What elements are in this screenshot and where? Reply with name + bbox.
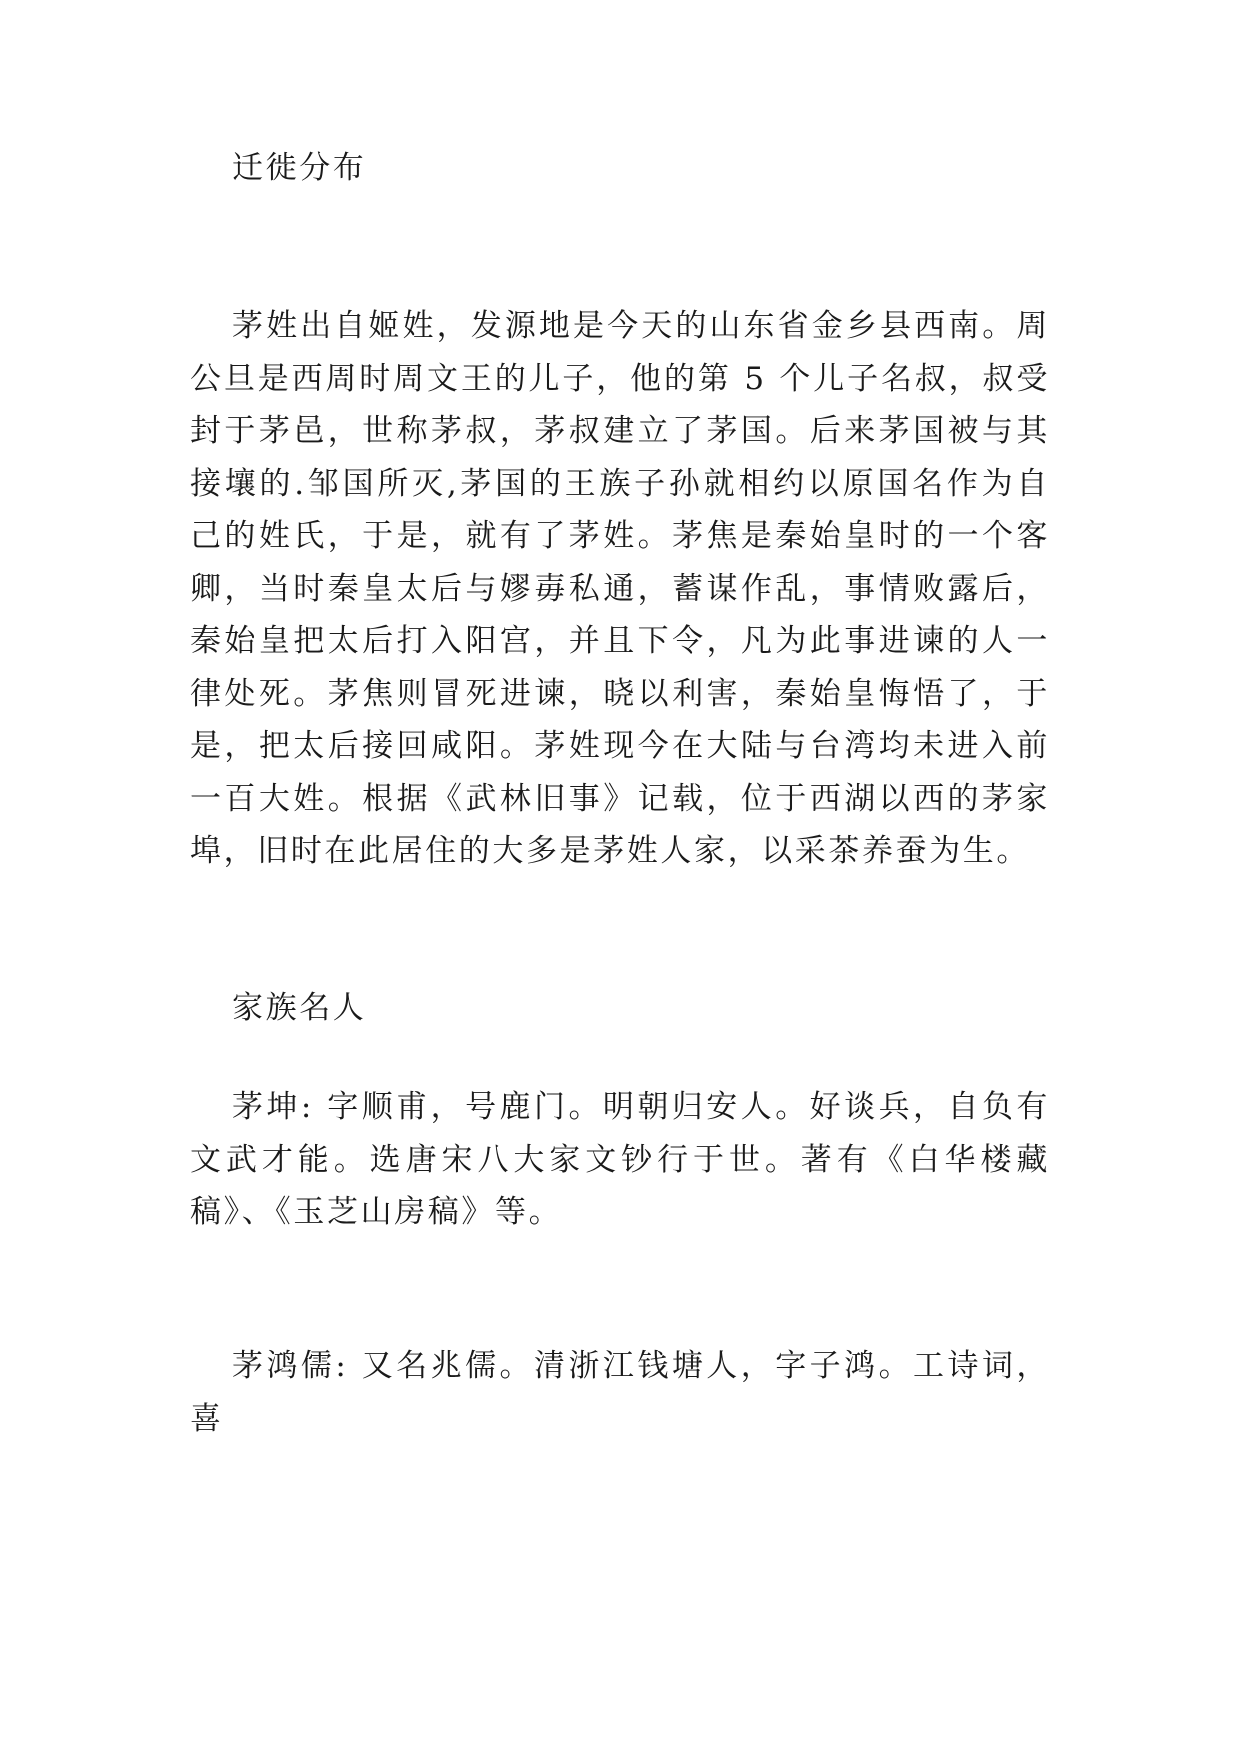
- famous-person-paragraph: 茅鸿儒: 又名兆儒。清浙江钱塘人，字子鸿。工诗词，喜: [190, 1348, 1050, 1437]
- section-heading-migration: 迁徙分布: [232, 150, 367, 186]
- migration-paragraph: 茅姓出自姬姓，发源地是今天的山东省金乡县西南。周公旦是西周时周文王的儿子，他的第 5 个儿子名叔，叔受封于茅邑，世称茅叔，茅叔建立了茅国。后来茅国被与其接壤的.邹国所灭,茅国的王族子孙就相约以原国名作为自己的姓氏，于是，就有了茅姓。茅焦是秦始皇时的一个客卿，当时秦皇太后与嫪毐私通，蓄谋作乱，事情败露后，秦始皇把太后打入阳宫，并且下令，凡为此事进谏的人一律处死。茅焦则冒死进谏，晓以利害，秦始皇悔悟了，于是，把太后接回咸阳。茅姓现今在大陆与台湾均未进入前一百大姓。根据《武林旧事》记载，位于西湖以西的茅家埠，旧时在此居住的大多是茅姓人家，以采茶养蚕为生。: [190, 308, 1050, 869]
- section-heading-famous-people: 家族名人: [232, 990, 367, 1026]
- famous-person-paragraph: 茅坤: 字顺甫，号鹿门。明朝归安人。好谈兵，自负有文武才能。选唐宋八大家文钞行于世。著有《白华楼藏稿》、《玉芝山房稿》等。: [190, 1089, 1050, 1230]
